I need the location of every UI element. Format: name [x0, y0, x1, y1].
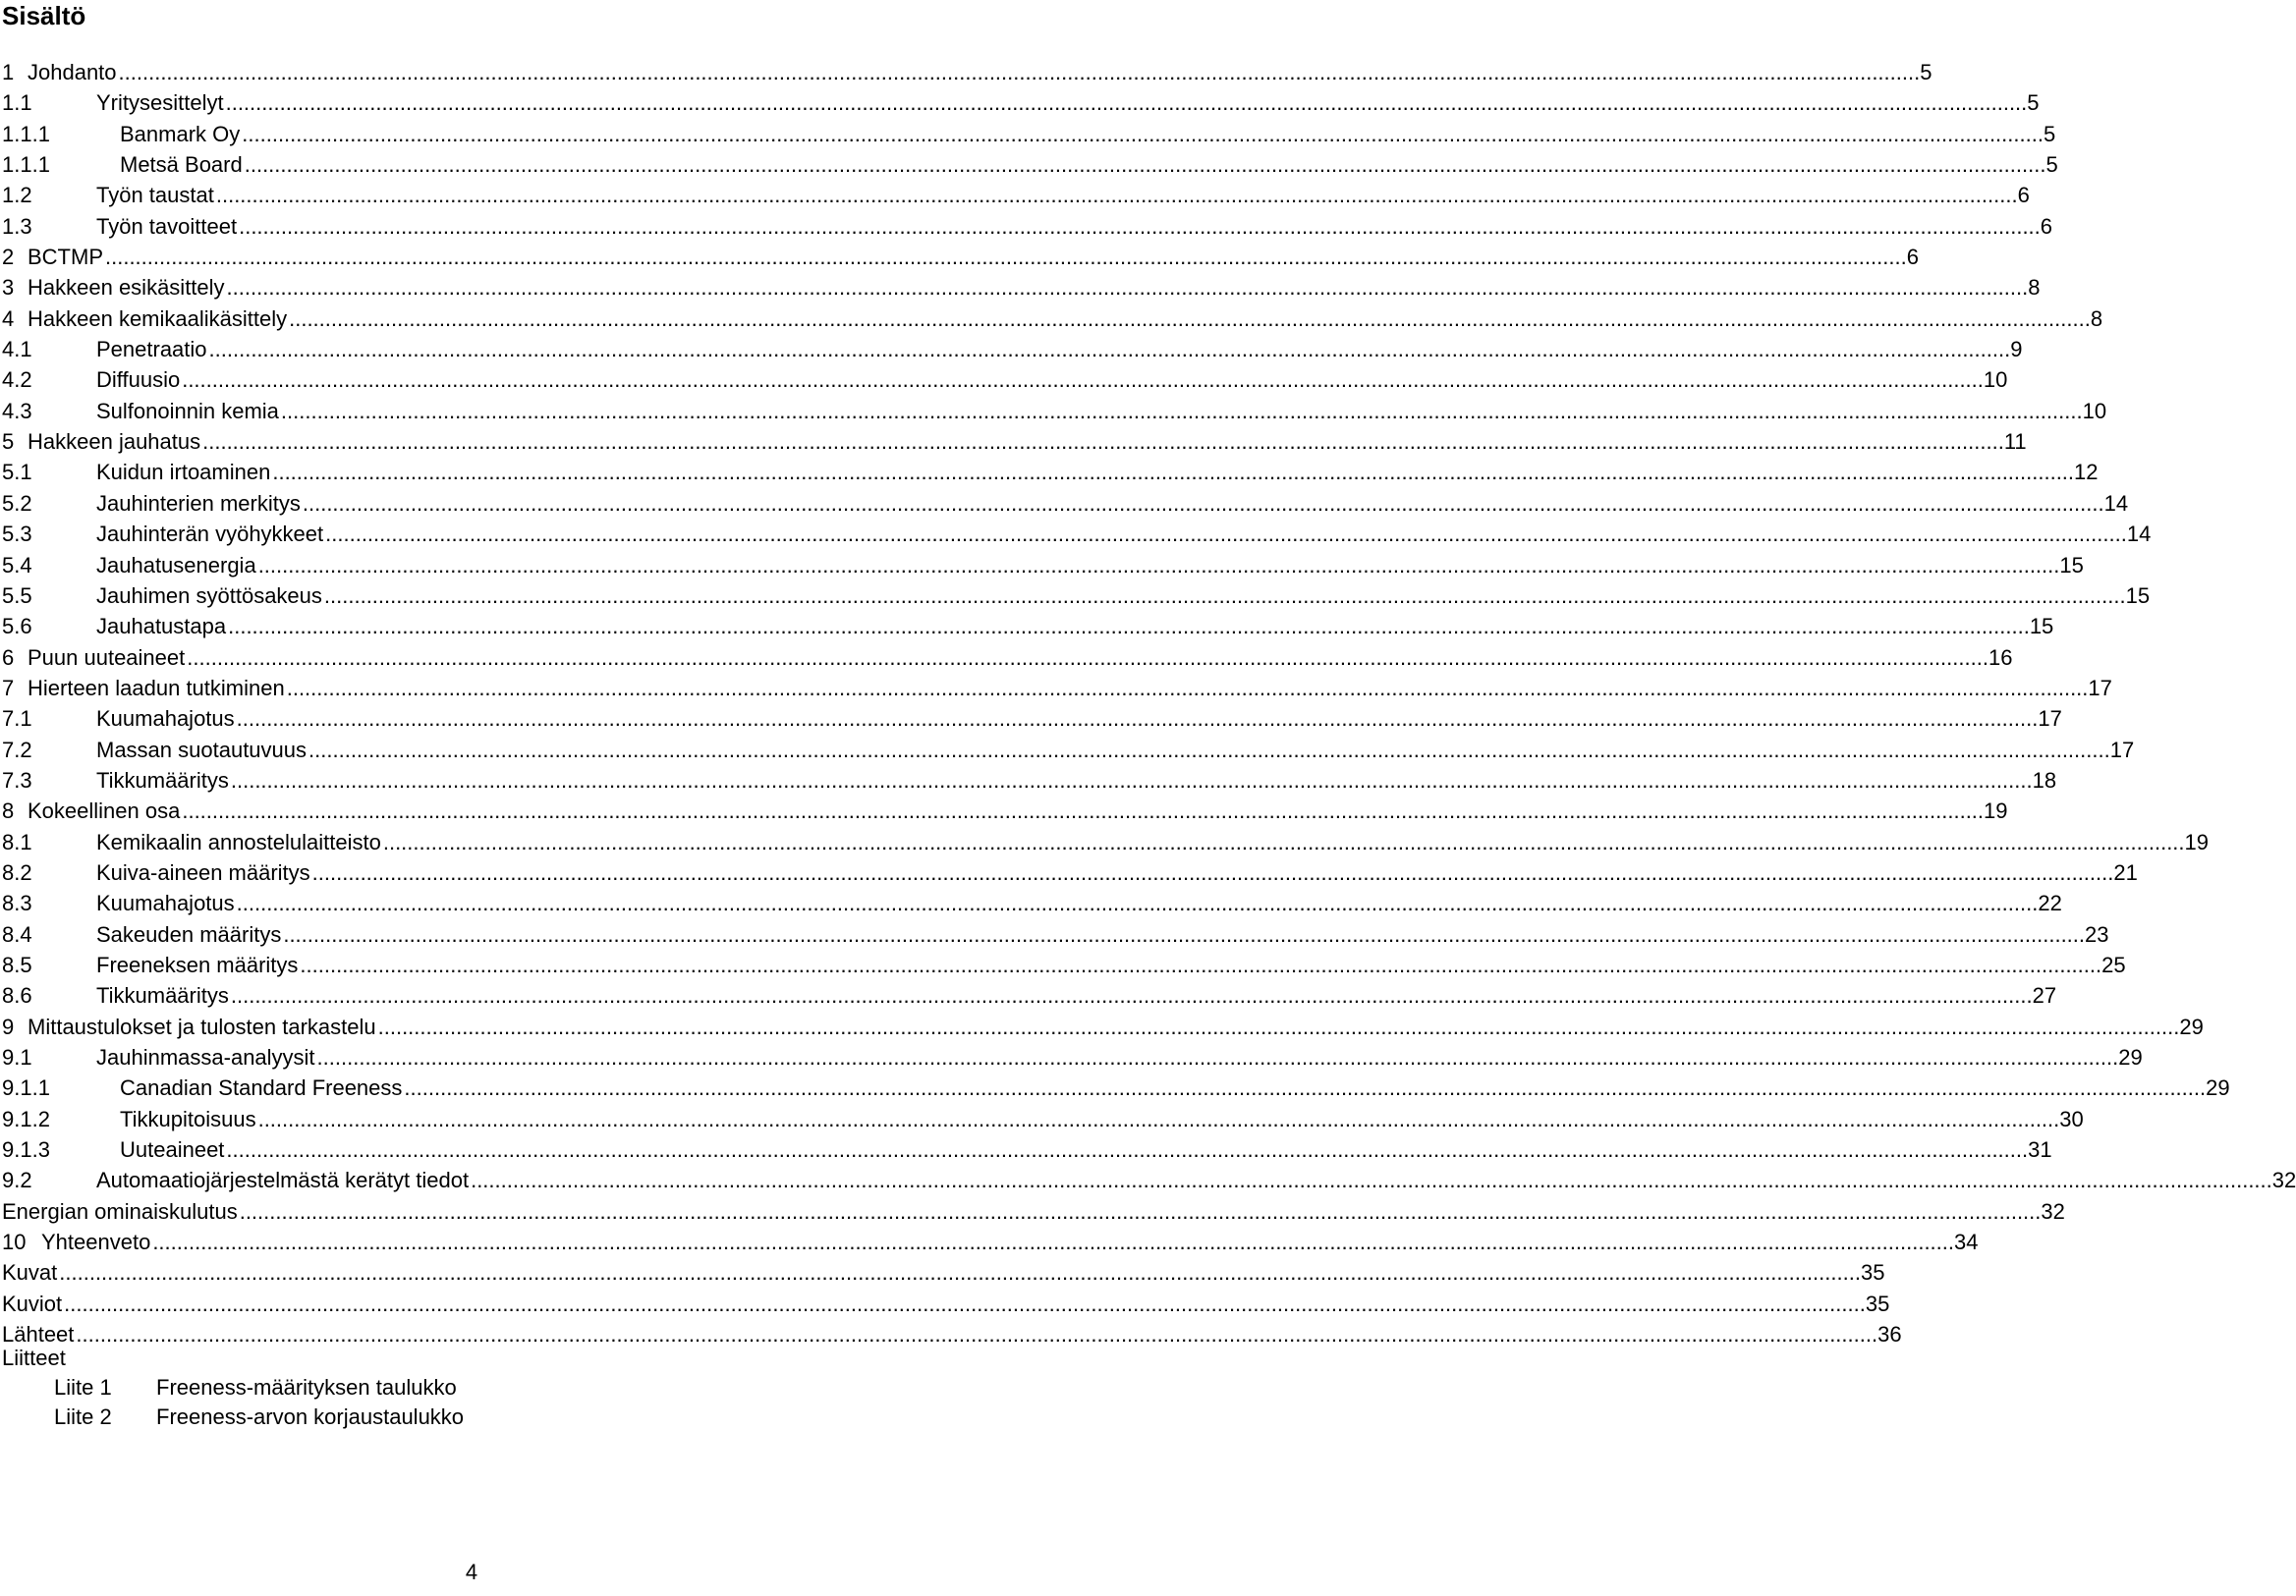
toc-entry-number: 9	[2, 1014, 15, 1039]
toc-entry-number: 4.2	[2, 367, 32, 393]
toc-entry-page: 6	[2041, 211, 2052, 242]
toc-entry-page: 19	[2185, 827, 2209, 857]
toc-entry[interactable]	[2, 87, 2040, 118]
toc-leader-dots: ............................................................................................................................................................................................................................................................................................................	[289, 305, 2091, 331]
toc-entry-page: 10	[2083, 396, 2106, 426]
toc-entry-title: Kemikaalin annostelulaitteisto	[96, 827, 383, 857]
toc-entry-title: Kokeellinen osa	[28, 796, 182, 826]
toc-leader-dots: ............................................................................................................................................................................................................................................................................................................	[257, 552, 2060, 578]
toc-leader-dots: ............................................................................................................................................................................................................................................................................................................	[182, 367, 1984, 393]
toc-entry-page: 16	[1988, 642, 2012, 673]
toc-entry-page: 35	[1861, 1257, 1884, 1288]
toc-entry-number: 9.1.2	[2, 1106, 50, 1131]
toc-entry-number: 6	[2, 644, 15, 670]
toc-entry[interactable]	[2, 611, 2054, 641]
appendix-label: Liite 1	[54, 1375, 112, 1400]
toc-leader-dots: ............................................................................................................................................................................................................................................................................................................	[302, 490, 2104, 516]
toc-entry-number: 1.1	[2, 90, 32, 116]
toc-leader-dots: ............................................................................................................................................................................................................................................................................................................	[118, 60, 1921, 84]
toc-entry-number: 7.3	[2, 767, 32, 793]
toc-entry-number: 1.2	[2, 183, 32, 208]
toc-entry-page: 31	[2028, 1134, 2051, 1165]
toc-entry-number: 9.1.1	[2, 1075, 50, 1101]
toc-entry[interactable]	[2, 796, 2008, 826]
toc-leader-dots: ............................................................................................................................................................................................................................................................................................................	[239, 1198, 2042, 1224]
toc-entry-number: 5.1	[2, 460, 32, 485]
toc-entry-page: 6	[1907, 242, 1919, 272]
toc-entry-page: 5	[2027, 87, 2039, 118]
toc-entry[interactable]	[2, 765, 2057, 796]
toc-entry[interactable]	[2, 457, 2099, 487]
toc-entry-page: 23	[2085, 919, 2108, 950]
toc-entry[interactable]	[2, 519, 2152, 549]
toc-entry-number: 5.2	[2, 490, 32, 516]
toc-entry-title: Automaatiojärjestelmästä kerätyt tiedot	[96, 1165, 471, 1195]
toc-entry-title: Freeneksen määritys	[96, 950, 300, 980]
toc-entry[interactable]	[2, 1012, 2204, 1042]
toc-leader-dots: ............................................................................................................................................................................................................................................................................................................	[244, 152, 2046, 178]
toc-entry[interactable]	[2, 673, 2112, 703]
appendix-row-2	[54, 1403, 464, 1432]
toc-entry-title: Yhteenveto	[41, 1227, 152, 1257]
toc-entry[interactable]	[2, 334, 2023, 364]
toc-entry-number: 5	[2, 429, 15, 455]
toc-entry-page: 36	[1877, 1319, 1901, 1349]
toc-leader-dots: ............................................................................................................................................................................................................................................................................................................	[236, 706, 2039, 732]
toc-entry-page: 15	[2030, 611, 2053, 641]
toc-entry-title: Kuidun irtoaminen	[96, 457, 272, 487]
toc-entry-page: 17	[2110, 735, 2134, 765]
toc-leader-dots: ............................................................................................................................................................................................................................................................................................................	[377, 1014, 2180, 1039]
toc-entry-title: Massan suotautuvuus	[96, 735, 308, 765]
toc-entry-page: 9	[2010, 334, 2022, 364]
toc-entry[interactable]	[2, 1257, 1885, 1288]
toc-entry[interactable]	[2, 950, 2126, 980]
toc-entry[interactable]	[2, 888, 2062, 918]
toc-entry-number: 9.2	[2, 1168, 32, 1193]
toc-leader-dots: ............................................................................................................................................................................................................................................................................................................	[280, 398, 2083, 423]
toc-entry[interactable]	[2, 211, 2053, 242]
toc-entry-title: Lähteet	[2, 1319, 76, 1349]
toc-entry[interactable]	[2, 642, 2013, 673]
toc-entry-number: 8.2	[2, 859, 32, 885]
toc-entry-title: Uuteaineet	[120, 1134, 226, 1165]
toc-entry-title: Canadian Standard Freeness	[120, 1073, 404, 1103]
toc-entry-title: Jauhinmassa-analyysit	[96, 1042, 317, 1073]
toc-entry[interactable]	[2, 980, 2057, 1011]
toc-leader-dots: ............................................................................................................................................................................................................................................................................................................	[228, 614, 2030, 639]
toc-entry-title: BCTMP	[28, 242, 105, 272]
toc-entry-page: 29	[2206, 1073, 2229, 1103]
toc-entry-page: 15	[2126, 580, 2150, 611]
toc-entry-page: 32	[2041, 1196, 2064, 1227]
toc-entry[interactable]	[2, 580, 2151, 611]
toc-entry-number: 4	[2, 305, 15, 331]
toc-leader-dots: ............................................................................................................................................................................................................................................................................................................	[187, 644, 1988, 670]
toc-leader-dots: ............................................................................................................................................................................................................................................................................................................	[105, 245, 1907, 270]
toc-entry[interactable]	[2, 272, 2041, 303]
toc-entry-page: 17	[2038, 703, 2061, 734]
toc-entry-title: Jauhinterien merkitys	[96, 488, 303, 519]
toc-entry[interactable]	[2, 1073, 2230, 1103]
toc-entry-title: Metsä Board	[120, 149, 245, 180]
toc-entry-page: 29	[2179, 1012, 2203, 1042]
toc-entry-number: 5.4	[2, 552, 32, 578]
toc-leader-dots: ............................................................................................................................................................................................................................................................................................................	[236, 891, 2039, 916]
toc-entry-title: Kuvat	[2, 1257, 59, 1288]
toc-entry-title: Johdanto	[28, 57, 119, 87]
toc-entry-number: 2	[2, 245, 15, 270]
toc-entry-title: Sulfonoinnin kemia	[96, 396, 281, 426]
toc-leader-dots: ............................................................................................................................................................................................................................................................................................................	[325, 522, 2127, 547]
toc-entry[interactable]	[2, 488, 2129, 519]
toc-entry[interactable]	[2, 1134, 2052, 1165]
toc-leader-dots: ............................................................................................................................................................................................................................................................................................................	[226, 275, 2029, 301]
appendix-title: Freeness-arvon korjaustaulukko	[156, 1404, 465, 1429]
appendix-row-1	[54, 1373, 457, 1403]
toc-entry-page: 5	[1920, 57, 1932, 87]
toc-entry[interactable]	[2, 735, 2135, 765]
toc-entry-number: 9.1	[2, 1045, 32, 1070]
toc-entry-number: 7.2	[2, 737, 32, 762]
toc-entry-page: 32	[2272, 1165, 2296, 1195]
toc-entry[interactable]	[2, 57, 1932, 87]
toc-entry-page: 17	[2088, 673, 2111, 703]
toc-entry-title: Hakkeen kemikaalikäsittely	[28, 303, 289, 334]
toc-entry-title: Sakeuden määritys	[96, 919, 283, 950]
toc-entry[interactable]	[2, 303, 2103, 334]
toc-entry-page: 10	[1984, 364, 2007, 395]
toc-entry-number: 8	[2, 798, 15, 824]
toc-entry-title: Hierteen laadun tutkiminen	[28, 673, 287, 703]
toc-leader-dots: ............................................................................................................................................................................................................................................................................................................	[382, 829, 2185, 854]
toc-entry-title: Työn tavoitteet	[96, 211, 239, 242]
toc-entry-title: Penetraatio	[96, 334, 209, 364]
toc-leader-dots: ............................................................................................................................................................................................................................................................................................................	[59, 1260, 1861, 1286]
toc-entry-title: Tikkumääritys	[96, 980, 231, 1011]
toc-entry-page: 12	[2074, 457, 2098, 487]
toc-leader-dots: ............................................................................................................................................................................................................................................................................................................	[152, 1230, 1955, 1255]
toc-entry[interactable]	[2, 1165, 2296, 1195]
toc-entry-title: Työn taustat	[96, 180, 216, 210]
toc-leader-dots: ............................................................................................................................................................................................................................................................................................................	[257, 1106, 2060, 1131]
toc-leader-dots: ............................................................................................................................................................................................................................................................................................................	[230, 983, 2033, 1009]
toc-entry[interactable]	[2, 364, 2008, 395]
toc-entry-page: 30	[2059, 1104, 2083, 1134]
toc-leader-dots: ............................................................................................................................................................................................................................................................................................................	[316, 1045, 2119, 1070]
toc-entry[interactable]	[2, 1196, 2065, 1227]
toc-entry-number: 8.3	[2, 891, 32, 916]
toc-entry-page: 15	[2059, 550, 2083, 580]
toc-entry-page: 22	[2038, 888, 2061, 918]
toc-entry-number: 9.1.3	[2, 1137, 50, 1163]
appendix-label: Liite 2	[54, 1404, 112, 1429]
toc-entry-page: 27	[2033, 980, 2056, 1011]
toc-entry-title: Puun uuteaineet	[28, 642, 187, 673]
toc-entry-page: 14	[2127, 519, 2151, 549]
toc-entry-title: Hakkeen esikäsittely	[28, 272, 227, 303]
toc-leader-dots: ............................................................................................................................................................................................................................................................................................................	[208, 337, 2011, 362]
toc-entry[interactable]	[2, 703, 2062, 734]
toc-entry-page: 19	[1984, 796, 2007, 826]
toc-entry-title: Tikkumääritys	[96, 765, 231, 796]
toc-entry[interactable]	[2, 1289, 1890, 1319]
appendix-title: Freeness-määrityksen taulukko	[156, 1375, 457, 1400]
toc-entry-page: 8	[2028, 272, 2040, 303]
toc-entry-number: 8.1	[2, 829, 32, 854]
toc-entry-page: 11	[2004, 426, 2027, 457]
toc-entry[interactable]	[2, 550, 2084, 580]
toc-entry-number: 4.3	[2, 398, 32, 423]
toc-entry-page: 14	[2104, 488, 2128, 519]
toc-leader-dots: ............................................................................................................................................................................................................................................................................................................	[308, 737, 2110, 762]
toc-entry-title: Kuumahajotus	[96, 888, 237, 918]
toc-entry-page: 29	[2118, 1042, 2142, 1073]
toc-entry-page: 21	[2113, 857, 2137, 888]
toc-entry-title: Jauhimen syöttösakeus	[96, 580, 324, 611]
toc-leader-dots: ............................................................................................................................................................................................................................................................................................................	[225, 90, 2028, 116]
toc-leader-dots: ............................................................................................................................................................................................................................................................................................................	[230, 767, 2033, 793]
toc-entry-title: Mittaustulokset ja tulosten tarkastelu	[28, 1012, 378, 1042]
toc-entry-number: 8.6	[2, 983, 32, 1009]
toc-leader-dots: ............................................................................................................................................................................................................................................................................................................	[202, 429, 2004, 455]
toc-entry[interactable]	[2, 180, 2030, 210]
toc-leader-dots: ............................................................................................................................................................................................................................................................................................................	[182, 798, 1985, 824]
toc-leader-dots: ............................................................................................................................................................................................................................................................................................................	[323, 582, 2126, 608]
toc-entry-number: 5.3	[2, 522, 32, 547]
toc-entry-number: 1.1.1	[2, 152, 50, 178]
toc-leader-dots: ............................................................................................................................................................................................................................................................................................................	[286, 675, 2089, 700]
toc-entry-page: 35	[1866, 1289, 1889, 1319]
toc-entry-page: 5	[2045, 149, 2057, 180]
page-number: 4	[465, 1560, 478, 1584]
toc-leader-dots: ............................................................................................................................................................................................................................................................................................................	[242, 121, 2044, 146]
toc-entry-number: 1.1.1	[2, 121, 50, 146]
toc-entry-title: Banmark Oy	[120, 119, 242, 149]
toc-entry-title: Hakkeen jauhatus	[28, 426, 202, 457]
toc-entry-title: Yritysesittelyt	[96, 87, 226, 118]
toc-entry-title: Kuviot	[2, 1289, 64, 1319]
toc-entry-number: 4.1	[2, 337, 32, 362]
appendices-title: Liitteet	[2, 1346, 66, 1370]
toc-leader-dots: ............................................................................................................................................................................................................................................................................................................	[300, 952, 2102, 977]
toc-entry[interactable]	[2, 857, 2138, 888]
toc-entry-number: 10	[2, 1230, 27, 1255]
toc-entry-number: 5.6	[2, 614, 32, 639]
toc-entry-title: Jauhinterän vyöhykkeet	[96, 519, 325, 549]
toc-entry-number: 3	[2, 275, 15, 301]
toc-entry-title: Kuiva-aineen määritys	[96, 857, 312, 888]
toc-entry-page: 6	[2018, 180, 2030, 210]
toc-entry[interactable]	[2, 919, 2109, 950]
toc-entry-number: 7.1	[2, 706, 32, 732]
toc-leader-dots: ............................................................................................................................................................................................................................................................................................................	[283, 921, 2086, 947]
toc-entry-number: 5.5	[2, 582, 32, 608]
toc-entry[interactable]	[2, 149, 2058, 180]
toc-leader-dots: ............................................................................................................................................................................................................................................................................................................	[239, 213, 2041, 239]
toc-entry-title: Tikkupitoisuus	[120, 1104, 258, 1134]
toc-leader-dots: ............................................................................................................................................................................................................................................................................................................	[272, 460, 2075, 485]
toc-leader-dots: ............................................................................................................................................................................................................................................................................................................	[64, 1291, 1866, 1316]
toc-entry[interactable]	[2, 1042, 2143, 1073]
toc-entry-number: 1	[2, 60, 15, 84]
toc-leader-dots: ............................................................................................................................................................................................................................................................................................................	[404, 1075, 2207, 1101]
toc-entry[interactable]	[2, 827, 2210, 857]
toc-entry[interactable]	[2, 396, 2107, 426]
toc-entry-title: Jauhatustapa	[96, 611, 228, 641]
toc-entry[interactable]	[2, 119, 2056, 149]
toc-entry-page: 5	[2044, 119, 2055, 149]
toc-entry-number: 8.4	[2, 921, 32, 947]
toc-entry[interactable]	[2, 1319, 1902, 1349]
toc-entry-page: 25	[2101, 950, 2125, 980]
toc-entry[interactable]	[2, 426, 2027, 457]
toc-entry-number: 1.3	[2, 213, 32, 239]
toc-leader-dots: ............................................................................................................................................................................................................................................................................................................	[471, 1168, 2272, 1193]
toc-leader-dots: ............................................................................................................................................................................................................................................................................................................	[311, 859, 2114, 885]
toc-entry-title: Kuumahajotus	[96, 703, 237, 734]
toc-leader-dots: ............................................................................................................................................................................................................................................................................................................	[226, 1137, 2029, 1163]
toc-entry[interactable]	[2, 242, 1919, 272]
table-of-contents	[2, 57, 2296, 1349]
toc-entry[interactable]	[2, 1104, 2084, 1134]
toc-entry-title: Jauhatusenergia	[96, 550, 258, 580]
toc-entry-page: 34	[1954, 1227, 1978, 1257]
toc-entry-page: 18	[2033, 765, 2056, 796]
toc-entry-number: 8.5	[2, 952, 32, 977]
toc-entry-page: 8	[2091, 303, 2102, 334]
toc-leader-dots: ............................................................................................................................................................................................................................................................................................................	[76, 1322, 1878, 1348]
toc-entry-title: Diffuusio	[96, 364, 182, 395]
page-title: Sisältö	[2, 1, 86, 30]
toc-entry-number: 7	[2, 675, 15, 700]
toc-leader-dots: ............................................................................................................................................................................................................................................................................................................	[215, 183, 2018, 208]
toc-entry-title: Energian ominaiskulutus	[2, 1196, 240, 1227]
toc-entry[interactable]	[2, 1227, 1979, 1257]
